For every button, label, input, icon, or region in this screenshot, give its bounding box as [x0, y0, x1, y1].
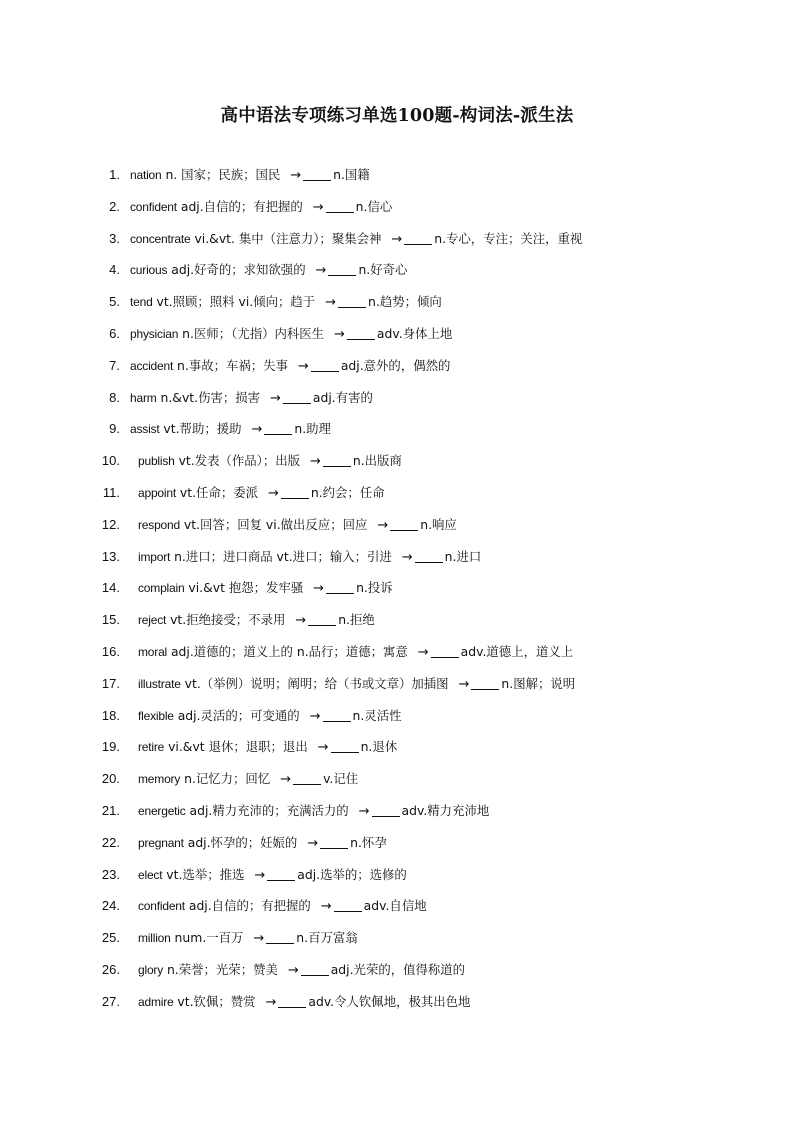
arrow-right-icon: → — [358, 803, 370, 819]
item-target: n.助理 — [294, 421, 331, 437]
item-text — [138, 509, 457, 542]
list-item — [0, 191, 794, 223]
item-number: 18. — [101, 707, 120, 723]
arrow-right-icon: → — [320, 899, 332, 915]
answer-blank[interactable] — [334, 899, 362, 912]
answer-blank[interactable] — [431, 645, 459, 658]
item-text — [130, 382, 373, 415]
list-item — [0, 700, 794, 732]
answer-blank[interactable] — [347, 327, 375, 340]
answer-blank[interactable] — [326, 200, 354, 213]
arrow-right-icon: → — [290, 168, 302, 183]
item-number: 6. — [109, 325, 120, 341]
answer-blank[interactable] — [267, 868, 295, 881]
item-number: 4. — [109, 262, 120, 278]
page-title: 高中语法专项练习单选100题-构词法-派生法 — [220, 106, 574, 126]
list-item — [0, 318, 794, 350]
item-target: n.退休 — [360, 739, 398, 755]
item-target: n.灵活性 — [352, 707, 402, 723]
item-word: tend — [130, 295, 153, 310]
item-number: 1. — [109, 167, 120, 182]
arrow-right-icon: → — [401, 549, 413, 565]
item-number: 7. — [109, 357, 120, 373]
item-text — [130, 191, 392, 224]
list-item — [0, 604, 794, 636]
arrow-right-icon: → — [417, 644, 429, 660]
answer-blank[interactable] — [308, 613, 336, 626]
item-text — [130, 350, 450, 383]
item-definition: vt.任命；委派 — [175, 484, 262, 500]
item-number: 26. — [101, 961, 120, 977]
item-definition: adj.自信的；有把握的 — [184, 898, 315, 914]
arrow-right-icon: → — [334, 326, 345, 342]
item-word: complain — [138, 581, 185, 596]
item-text — [130, 223, 582, 256]
item-number: 23. — [101, 866, 120, 882]
item-number: 9. — [109, 421, 120, 437]
arrow-right-icon: → — [251, 422, 263, 438]
item-word: memory — [138, 772, 181, 787]
answer-blank[interactable] — [283, 391, 311, 404]
list-item — [0, 541, 794, 573]
arrow-right-icon: → — [309, 454, 321, 470]
item-word: publish — [138, 454, 175, 469]
arrow-right-icon: → — [287, 962, 299, 978]
list-item — [0, 254, 794, 286]
item-word: nation — [130, 168, 162, 182]
item-number: 20. — [101, 771, 120, 787]
answer-blank[interactable] — [303, 168, 331, 181]
item-definition: vi.&vt 退休；退职；退出 — [164, 739, 312, 755]
item-word: concentrate — [130, 231, 191, 246]
item-word: assist — [130, 422, 160, 437]
item-number: 5. — [109, 294, 120, 310]
item-word: appoint — [138, 485, 176, 500]
item-number: 13. — [101, 548, 120, 564]
item-word: pregnant — [138, 835, 184, 850]
item-target: n.好奇心 — [358, 262, 408, 278]
answer-blank[interactable] — [293, 772, 321, 785]
answer-blank[interactable] — [301, 963, 329, 976]
item-word: physician — [130, 326, 179, 341]
item-text — [138, 827, 387, 860]
item-text — [130, 286, 442, 319]
list-item — [0, 890, 794, 922]
list-item — [0, 413, 794, 445]
item-definition: vt.拒绝接受；不录用 — [166, 612, 290, 628]
item-target: n.进口 — [444, 548, 482, 564]
item-target: n.响应 — [420, 516, 457, 532]
answer-blank[interactable] — [328, 263, 356, 276]
answer-blank[interactable] — [331, 740, 359, 753]
arrow-right-icon: → — [312, 199, 324, 215]
item-definition: adj.怀孕的；妊娠的 — [183, 834, 302, 850]
answer-blank[interactable] — [390, 518, 418, 531]
item-target: adj.光荣的，值得称道的 — [330, 961, 466, 977]
item-target: n.百万富翁 — [296, 930, 358, 946]
item-definition: n.荣誉；光荣；赞美 — [163, 961, 282, 977]
item-text — [138, 636, 573, 669]
item-number: 27. — [101, 993, 120, 1009]
item-text — [138, 700, 401, 733]
item-target: n.专心，专注；关注，重视 — [434, 230, 583, 246]
item-definition: vt.选举；推选 — [162, 866, 249, 882]
exercise-list — [0, 159, 794, 1018]
item-word: reject — [138, 613, 167, 628]
item-number: 24. — [101, 898, 120, 914]
item-text — [130, 413, 331, 446]
item-text — [138, 922, 358, 955]
item-definition: vt.钦佩；赞赏 — [173, 993, 260, 1009]
list-item — [0, 986, 794, 1018]
item-word: import — [138, 549, 171, 564]
answer-blank[interactable] — [323, 454, 351, 467]
arrow-right-icon: → — [254, 867, 266, 883]
item-target: n.趋势；倾向 — [368, 294, 442, 310]
item-word: curious — [130, 263, 168, 278]
item-definition: vt.照顾；照料 vi.倾向；趋于 — [152, 294, 320, 310]
arrow-right-icon: → — [313, 581, 325, 597]
item-target: n.信心 — [355, 198, 393, 214]
item-definition: adj.道德的；道义上的 n.品行；道德；寓意 — [167, 643, 412, 659]
item-text — [138, 604, 375, 637]
arrow-right-icon: → — [309, 708, 321, 724]
item-definition: adj.自信的；有把握的 — [176, 198, 307, 214]
arrow-right-icon: → — [267, 485, 279, 501]
item-definition: vt.回答；回复 vi.做出反应；回应 — [179, 516, 372, 532]
item-target: adj.有害的 — [312, 389, 373, 405]
item-target: v.记住 — [323, 771, 359, 787]
arrow-right-icon: → — [253, 931, 265, 947]
arrow-right-icon: → — [297, 358, 309, 374]
item-text — [138, 795, 489, 828]
item-word: harm — [130, 390, 157, 405]
list-item — [0, 350, 794, 382]
list-item — [0, 159, 794, 191]
item-definition: n. 国家；民族；国民 — [161, 167, 285, 182]
item-text — [138, 477, 385, 510]
item-number: 17. — [101, 675, 120, 691]
item-word: confident — [138, 899, 185, 914]
item-word: glory — [138, 962, 164, 977]
item-text — [138, 541, 481, 574]
list-item — [0, 572, 794, 604]
item-definition: adj.灵活的；可变通的 — [173, 707, 304, 723]
item-target: adv.身体上地 — [376, 325, 453, 341]
item-number: 15. — [101, 612, 120, 628]
list-item — [0, 477, 794, 509]
item-word: energetic — [138, 803, 186, 818]
item-word: elect — [138, 867, 163, 882]
item-target: n.投诉 — [356, 580, 393, 596]
item-word: illustrate — [138, 676, 181, 691]
arrow-right-icon: → — [391, 231, 403, 247]
item-text — [138, 763, 358, 796]
item-text — [138, 572, 393, 605]
answer-blank[interactable] — [404, 232, 432, 245]
item-definition: vt.（举例）说明；阐明；给（书或文章）加插图 — [180, 675, 453, 691]
arrow-right-icon: → — [315, 263, 327, 279]
item-number: 2. — [109, 198, 120, 214]
answer-blank[interactable] — [281, 486, 309, 499]
arrow-right-icon: → — [269, 390, 281, 406]
item-number: 11. — [102, 484, 120, 500]
item-word: accident — [130, 358, 174, 373]
list-item — [0, 922, 794, 954]
item-text — [138, 954, 465, 987]
arrow-right-icon: → — [377, 517, 389, 533]
list-item — [0, 954, 794, 986]
item-definition: vt.帮助；援助 — [159, 421, 246, 437]
answer-blank[interactable] — [278, 995, 306, 1008]
list-item — [0, 668, 794, 700]
arrow-right-icon: → — [307, 835, 319, 851]
item-definition: n.医师；（尤指）内科医生 — [178, 325, 329, 341]
list-item — [0, 286, 794, 318]
item-number: 8. — [109, 389, 120, 405]
arrow-right-icon: → — [280, 772, 292, 788]
list-item — [0, 731, 794, 763]
answer-blank[interactable] — [372, 804, 400, 817]
arrow-right-icon: → — [295, 613, 307, 629]
item-target: adj.选举的；选修的 — [297, 866, 407, 882]
answer-blank[interactable] — [415, 550, 443, 563]
item-definition: vi.&vt 抱怨；发牢骚 — [184, 580, 308, 596]
list-item — [0, 827, 794, 859]
item-target: adv.令人钦佩地，极其出色地 — [308, 993, 471, 1009]
list-item — [0, 763, 794, 795]
answer-blank[interactable] — [471, 677, 499, 690]
item-definition: num.一百万 — [170, 930, 248, 946]
item-definition: adj.精力充沛的；充满活力的 — [185, 802, 353, 818]
item-definition: n.进口；进口商品 vt.进口；输入；引进 — [170, 548, 396, 564]
item-text — [138, 890, 427, 923]
item-definition: vi.&vt. 集中（注意力）；聚集会神 — [190, 230, 386, 246]
item-definition: n.记忆力；回忆 — [180, 771, 275, 787]
item-number: 16. — [101, 643, 120, 659]
item-target: adj.意外的，偶然的 — [340, 357, 451, 373]
item-number: 21. — [101, 802, 120, 818]
item-word: retire — [138, 740, 165, 755]
item-word: confident — [130, 199, 177, 214]
arrow-right-icon: → — [458, 676, 470, 692]
item-definition: adj.好奇的；求知欲强的 — [167, 262, 310, 278]
item-target: adv.精力充沛地 — [401, 802, 490, 818]
answer-blank[interactable] — [311, 359, 339, 372]
item-word: admire — [138, 994, 174, 1009]
answer-blank[interactable] — [323, 709, 351, 722]
item-target: n.国籍 — [333, 167, 370, 182]
list-item — [0, 859, 794, 891]
item-target: n.约会；任命 — [310, 484, 385, 500]
item-number: 14. — [101, 580, 120, 596]
item-number: 19. — [101, 739, 120, 755]
arrow-right-icon: → — [317, 740, 329, 756]
answer-blank[interactable] — [338, 295, 366, 308]
item-text — [138, 986, 470, 1019]
item-text — [130, 318, 452, 351]
item-number: 3. — [109, 230, 120, 246]
answer-blank[interactable] — [266, 931, 294, 944]
list-item — [0, 509, 794, 541]
item-text — [130, 159, 370, 192]
answer-blank[interactable] — [264, 422, 292, 435]
answer-blank[interactable] — [326, 581, 354, 594]
item-text — [138, 859, 407, 892]
arrow-right-icon: → — [325, 295, 337, 311]
item-target: n.怀孕 — [350, 834, 387, 850]
item-text — [138, 668, 575, 701]
item-number: 22. — [101, 834, 120, 850]
list-item — [0, 382, 794, 414]
item-number: 12. — [101, 516, 120, 532]
list-item — [0, 445, 794, 477]
item-number: 10. — [101, 453, 120, 469]
item-word: flexible — [138, 708, 174, 723]
item-number: 25. — [101, 930, 120, 946]
item-definition: vt.发表（作品）；出版 — [174, 453, 304, 469]
item-word: moral — [138, 644, 168, 659]
item-target: n.出版商 — [352, 453, 402, 469]
item-definition: n.事故；车祸；失事 — [173, 357, 292, 373]
item-word: respond — [138, 517, 180, 532]
item-text — [138, 445, 402, 478]
item-word: million — [138, 931, 171, 946]
item-target: n.拒绝 — [338, 612, 375, 628]
item-text — [130, 254, 407, 287]
list-item — [0, 795, 794, 827]
answer-blank[interactable] — [320, 836, 348, 849]
arrow-right-icon: → — [265, 994, 277, 1010]
item-text — [138, 731, 397, 764]
item-target: adv.道德上，道义上 — [460, 643, 574, 659]
item-target: adv.自信地 — [363, 898, 427, 914]
item-definition: n.&vt.伤害；损害 — [156, 389, 264, 405]
list-item — [0, 223, 794, 255]
list-item — [0, 636, 794, 668]
item-target: n.图解；说明 — [501, 675, 576, 691]
